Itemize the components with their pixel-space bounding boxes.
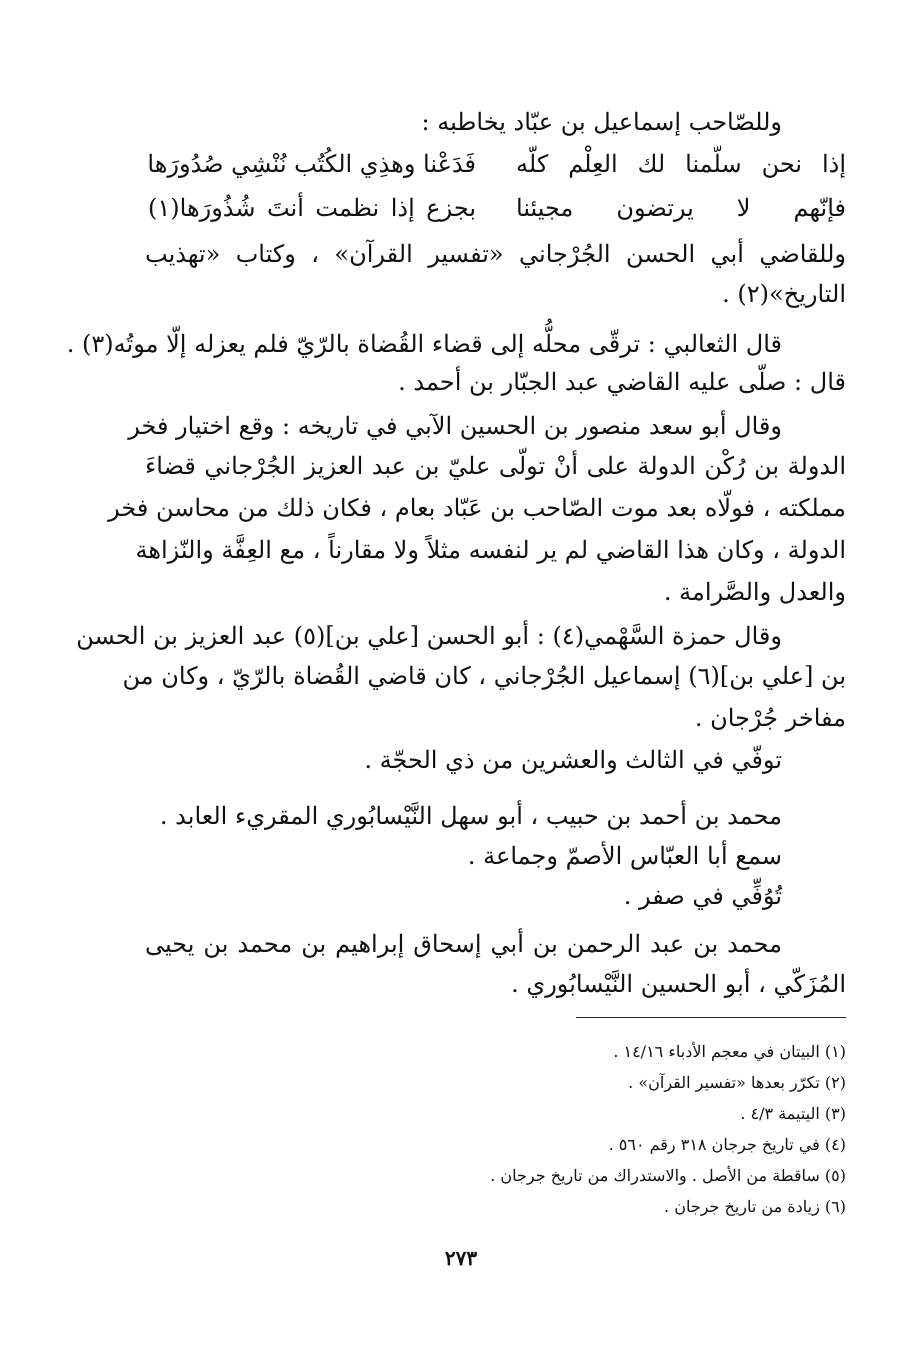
text-line: سمع أبا العبّاس الأصمّ وجماعة . <box>467 842 782 870</box>
text-line: التاريخ»(٢) . <box>722 280 846 308</box>
text-line: قال الثعالبي : ترقّى محلُّه إلى قضاء القُضاة بالرّيّ فلم يعزله إلّا موتُه(٣) . <box>66 330 782 358</box>
text-line: والعدل والصَّرامة . <box>663 578 846 606</box>
text-line: المُزَكّي ، أبو الحسين النَّيْسابُوري . <box>511 970 846 998</box>
footnote: (٤) في تاريخ جرجان ٣١٨ رقم ٥٦٠ . <box>608 1135 846 1154</box>
footnote: (٦) زيادة من تاريخ جرجان . <box>664 1197 846 1216</box>
text-line: تُوُفِّي في صفر . <box>623 882 782 910</box>
text-line: بن [علي بن](٦) إسماعيل الجُرْجاني ، كان قاضي القُضاة بالرّيّ ، وكان من <box>122 662 846 690</box>
entry-heading: محمد بن عبد الرحمن بن أبي إسحاق إبراهيم بن محمد بن يحيى <box>145 930 782 958</box>
footnote: (٥) ساقطة من الأصل . والاستدراك من تاريخ جرجان . <box>490 1166 846 1185</box>
verse-hemistich-first: فإنّهم لا يرتضون مجيئنا <box>516 194 846 222</box>
text-line: وللقاضي أبي الحسن الجُرْجاني «تفسير القرآن» ، وكتاب «تهذيب <box>145 240 846 268</box>
text-line: قال : صلّى عليه القاضي عبد الجبّار بن أحمد . <box>398 368 846 396</box>
text-line: مملكته ، فولّاه بعد موت الصّاحب بن عَبّاد بعام ، فكان ذلك من محاسن فخر <box>108 494 846 522</box>
text-line: وللصّاحب إسماعيل بن عبّاد يخاطبه : <box>421 108 782 136</box>
text-line: وقال أبو سعد منصور بن الحسين الآبي في تاريخه : وقع اختيار فخر <box>128 412 782 440</box>
text-line: الدولة ، وكان هذا القاضي لم ير لنفسه مثلاً ولا مقارناً ، مع العِفَّة والنّزاهة <box>135 536 846 564</box>
verse-hemistich-first: إذا نحن سلّمنا لك العِلْم كلّه <box>516 150 846 178</box>
verse-hemistich-second: بجزع إذا نظمت أنتَ شُذُورَها(١) <box>148 194 476 222</box>
footnote: (٢) تكرّر بعدها «تفسير القرآن» . <box>628 1073 846 1092</box>
verse-hemistich-second: فَدَعْنا وهذِي الكُتُب نُنْشِي صُدُورَها <box>147 150 476 178</box>
footnote: (٣) اليتيمة ٤/٣ . <box>740 1104 846 1123</box>
text-line: الدولة بن رُكْن الدولة على أنْ تولّى عليّ بن عبد العزيز الجُرْجاني قضاءَ <box>145 452 846 480</box>
footnote: (١) البيتان في معجم الأدباء ١٤/١٦ . <box>613 1042 846 1061</box>
page-number: ٢٧٣ <box>444 1246 478 1270</box>
text-line: وقال حمزة السَّهْمي(٤) : أبو الحسن [علي بن](٥) عبد العزيز بن الحسن <box>76 622 782 650</box>
entry-heading: محمد بن أحمد بن حبيب ، أبو سهل النَّيْسابُوري المقريء العابد . <box>159 802 782 830</box>
footnote-divider <box>576 1017 846 1018</box>
text-line: توفّي في الثالث والعشرين من ذي الحجّة . <box>364 746 782 774</box>
text-line: مفاخر جُرْجان . <box>694 704 846 732</box>
